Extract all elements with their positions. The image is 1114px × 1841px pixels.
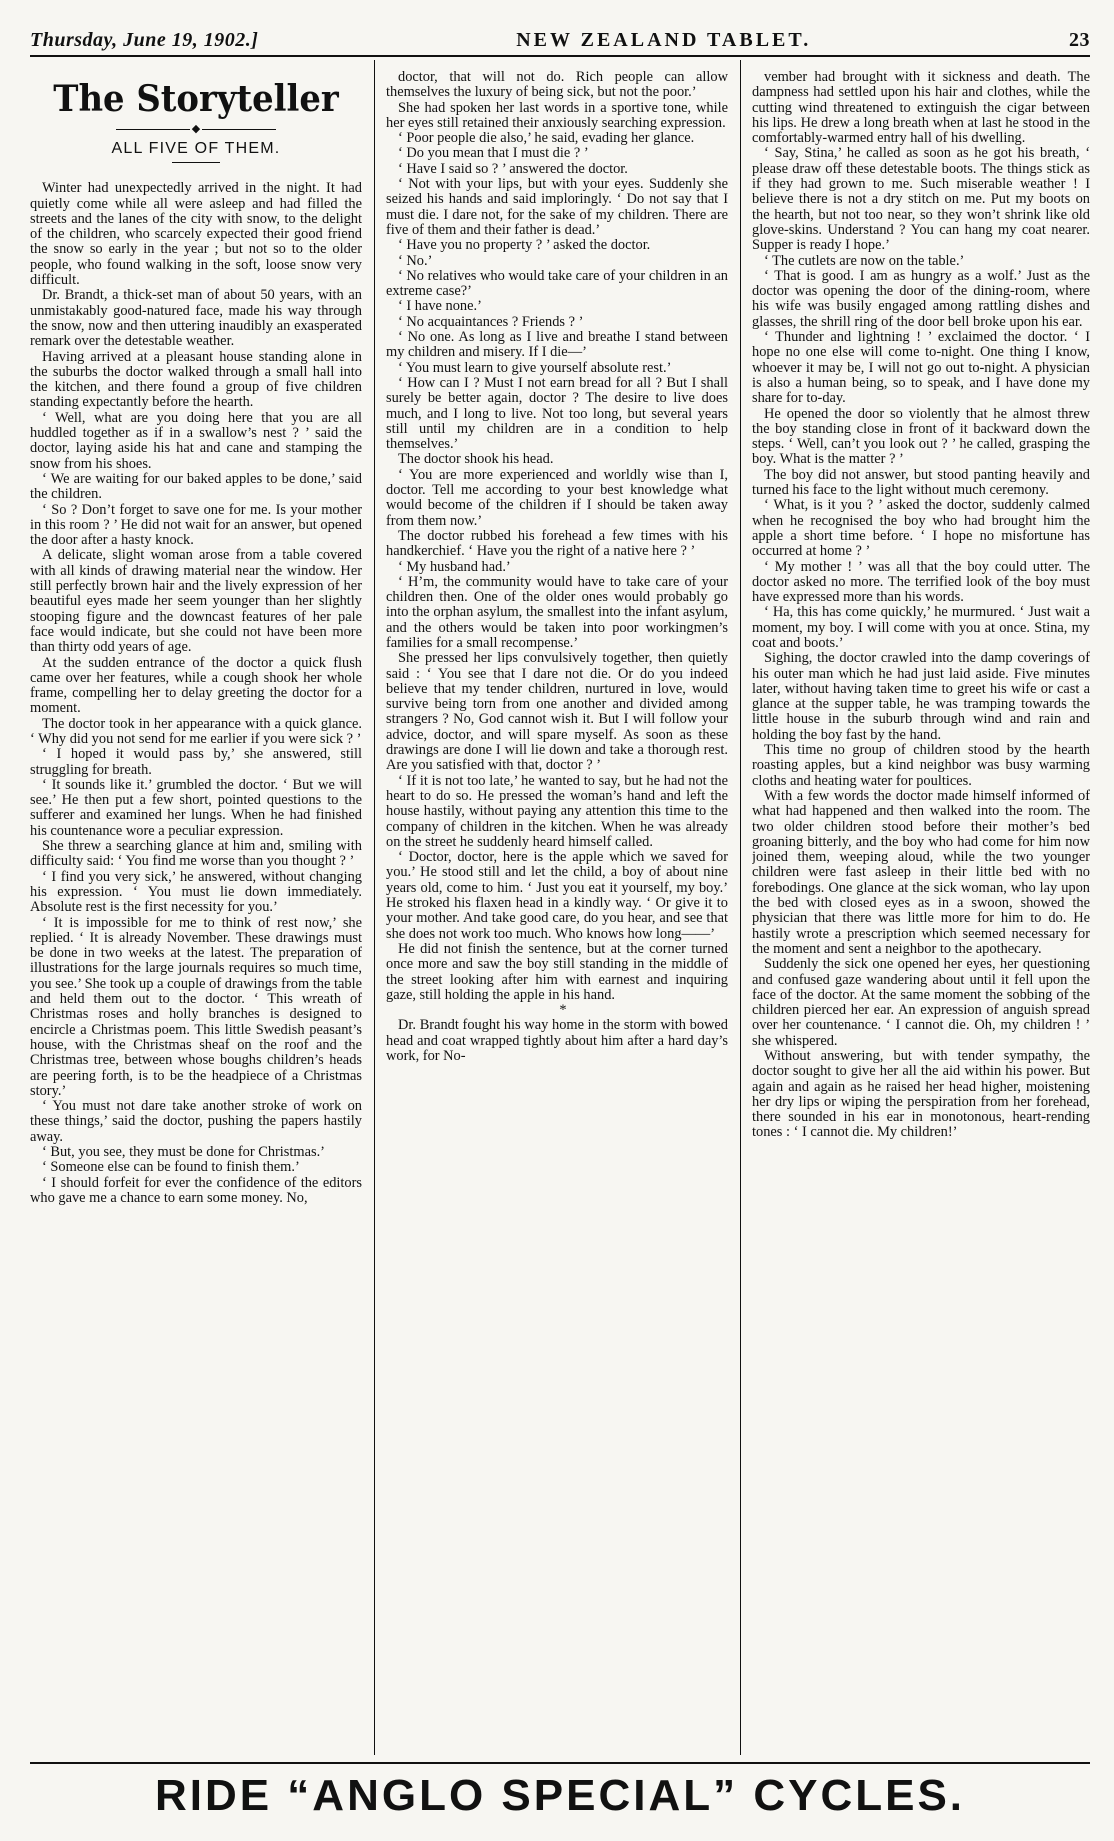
article-paragraph: ‘ But, you see, they must be done for Christmas.’ [42,1144,325,1160]
article-paragraph: ‘ Poor people die also,’ he said, evading her glance. [398,130,695,147]
article-paragraph: Suddenly the sick one opened her eyes, her questioning and confused gaze wandering about until it fell upon the face of the doctor. At the same moment the sobbing of the children pierced her ear. An expression of anguish spread over her countenance. ‘ I cannot die. Oh, my children ! ’ she whispered. [752,956,1090,1049]
column-2-body [386,70,728,1064]
article-paragraph: The boy did not answer, but stood panting heavily and turned his face to the light without much ceremony. [752,466,1090,499]
article-paragraph: ‘ Not with your lips, but with your eyes. Suddenly she seized his hands and said imploringly. ‘ Do not say that I must die. I dare not, for the sake of my children. There are five of them and their father is dead.’ [386,176,728,238]
article-paragraph: She threw a searching glance at him and, smiling with difficulty said: ‘ You find me worse than you thought ? ’ [30,838,362,870]
article-paragraph: Dr. Brandt fought his way home in the storm with bowed head and coat wrapped tightly about him after a hard day’s work, for No- [386,1017,728,1064]
article-paragraph: This time no group of children stood by the hearth roasting apples, but a kind neighbor was busy warming cloths and heating water for poultices. [752,742,1090,789]
article-paragraph: Dr. Brandt, a thick-set man of about 50 years, with an unmistakably good-natured face, made his way through the snow, now and then uttering inaudibly an exasperated remark over the detestable weather. [30,287,362,350]
article-paragraph: ‘ Someone else can be found to finish them.’ [42,1159,300,1176]
article-paragraph: ‘ Thunder and lightning ! ’ exclaimed the doctor. ‘ I hope no one else will come to-night. One thing I know, whoever it may be, I will not go out to-night. A physician is also a human being, so to speak, and I have done my share for to-day. [752,329,1090,407]
column-3-body [752,70,1090,1141]
article-paragraph: He opened the door so violently that he almost threw the boy standing close in front of it backward down the steps. ‘ Well, can’t you look out ? ’ he called, grasping the boy. What is the matter ? ’ [752,405,1090,468]
article-paragraph: The doctor shook his head. [398,451,554,468]
article-paragraph: ‘ H’m, the community would have to take care of your children then. One of the older ones would probably go into the orphan asylum, the smallest into the infant asylum, and the others would be taken into poor workingmen’s families for a small recompense.’ [386,573,728,651]
article-paragraph: Having arrived at a pleasant house standing alone in the suburbs the doctor walked through a small hall into the kitchen, and there found a group of five children standing expectantly before the hearth. [30,348,362,411]
article-paragraph: ‘ I hoped it would pass by,’ she answered, still struggling for breath. [30,746,362,778]
article-paragraph: vember had brought with it sickness and death. The dampness had settled upon his hair and clothes, while the cutting wind threatened to extinguish the cigar between his lips. He drew a long breath when at last he stood in the comfortably-warmed entry hall of his dwelling. [752,70,1090,147]
article-paragraph: ‘ No.’ [398,252,433,269]
article-paragraph: ‘ So ? Don’t forget to save one for me. Is your mother in this room ? ’ He did not wait for an answer, but opened the door after a hasty knock. [30,501,362,549]
article-paragraph: ‘ I find you very sick,’ he answered, without changing his expression. ‘ You must lie down immediately. Absolute rest is the first necessity for you.’ [30,868,362,916]
column-1 [30,70,362,1760]
article-paragraph: The doctor took in her appearance with a quick glance. ‘ Why did you not send for me earlier if you were sick ? ’ [30,715,362,747]
article-paragraph: ‘ Well, what are you doing here that you are all huddled together as if in a swallow’s nest ? ’ said the doctor, laying aside his hat and cane and stamping the snow from his shoes. [30,409,362,472]
article-paragraph: She had spoken her last words in a sportive tone, while her eyes still retained their anxiously searching expression. [386,99,728,131]
article-paragraph: He did not finish the sentence, but at the corner turned once more and saw the boy still standing in the middle of the street looking after him with earnest and inquiring gaze, still holding the apple in his hand. [386,940,728,1003]
title-ornament [116,124,276,135]
article-paragraph: ‘ No acquaintances ? Friends ? ’ [398,313,584,330]
title-block [30,78,362,163]
advertisement-banner: RIDE “ANGLO SPECIAL” CYCLES. [154,1771,966,1820]
column-1-body [30,181,362,1206]
short-rule [172,162,220,163]
article-title: The Storyteller [53,78,339,120]
article-subtitle: ALL FIVE OF THEM. [111,140,281,157]
article-paragraph: ‘ You must not dare take another stroke of work on these things,’ said the doctor, pushing the papers hastily away. [30,1098,362,1145]
issue-date: Thursday, June 19, 1902.] [30,29,259,51]
article-paragraph: Sighing, the doctor crawled into the damp coverings of his outer man which he had just laid aside. Five minutes later, without having taken time to greet his wife or cast a glance at the supper table, he was tramping towards the little house in the suburb through wind and rain and holding the boy fast by the hand. [752,650,1090,743]
article-paragraph: ‘ Have you no property ? ’ asked the doctor. [398,237,651,254]
page-number: 23 [1068,29,1090,51]
article-paragraph: The doctor rubbed his forehead a few times with his handkerchief. ‘ Have you the right of a native here ? ’ [386,527,728,560]
footer-rule [30,1762,1090,1764]
article-paragraph: ‘ My mother ! ’ was all that the boy could utter. The doctor asked no more. The terrified look of the boy must have expressed more than his words. [752,558,1090,606]
article-paragraph: ‘ You are more experienced and worldly wise than I, doctor. Tell me according to your best knowledge what would become of the children if I should be taken away from them now.’ [386,466,728,529]
article-paragraph: doctor, that will not do. Rich people can allow themselves the luxury of being sick, but not the poor.’ [386,70,728,101]
article-paragraph: ‘ I have none.’ [398,298,482,315]
article-paragraph: ‘ Ha, this has come quickly,’ he murmured. ‘ Just wait a moment, my boy. I will come with you at once. Stina, my coat and boots.’ [752,604,1090,651]
header-rule [30,55,1090,57]
article-paragraph: Without answering, but with tender sympathy, the doctor sought to give her all the aid within his power. But again and again as he raised her head higher, moistening her dry lips or wiping the perspiration from her forehead, there sounded in his ear in monotonous, heart-rending tones : ‘ I cannot die. My children!’ [752,1048,1090,1141]
newspaper-name: NEW ZEALAND TABLET. [516,29,812,51]
article-paragraph: ‘ We are waiting for our baked apples to be done,’ said the children. [30,470,362,503]
article-paragraph: ‘ My husband had.’ [398,558,511,575]
article-paragraph: ‘ Have I said so ? ’ answered the doctor. [398,160,628,177]
article-paragraph: ‘ Say, Stina,’ he called as soon as he got his breath, ‘ please draw off these detestable boots. The things stick as if they had grown to me. Such miserable weather ! I believe there is not a dry stitch on me. Put my boots on the hearth, but not too near, so they won’t shrink like old glove-skins. Understand ? You can hang my coat nearer. Supper is ready I hope.’ [752,145,1090,254]
article-paragraph: ‘ No one. As long as I live and breathe I stand between my children and misery. If I die—’ [386,329,728,361]
article-paragraph: With a few words the doctor made himself informed of what had happened and then walked into the room. The two older children stood before their mother’s bed groaning bitterly, and the boy who had come for him now joined them, weeping aloud, while the two younger children were fast asleep in their little bed with no forebodings. One glance at the sick woman, who lay upon the bed with closed eyes as in a swoon, showed the physician that there was little more for him to do. He hastily wrote a prescription which seemed necessary for the moment and sent a neighbor to the apothecary. [752,787,1090,957]
column-2 [386,70,728,1760]
article-paragraph: ‘ It sounds like it.’ grumbled the doctor. ‘ But we will see.’ He then put a few short, pointed questions to the sufferer and examined her lungs. When he had finished his countenance wore a peculiar expression. [30,776,362,839]
article-paragraph: * [559,1002,567,1019]
article-paragraph: ‘ I should forfeit for ever the confidence of the editors who gave me a chance to earn some money. No, [30,1174,362,1206]
article-paragraph: She pressed her lips convulsively together, then quietly said : ‘ You see that I dare not die. Or do you indeed believe that my tender children, nurtured in love, would survive being torn from one another and divided among strangers ? No, God cannot wish it. But I will follow your advice, doctor, and will spare myself. As soon as these drawings are done I will lie down and take a thorough rest. Are you satisfied with that, doctor ? ’ [386,650,728,774]
article-paragraph: Winter had unexpectedly arrived in the night. It had quietly come while all were asleep and had filled the streets and the lanes of the city with snow, to the delight of the children, who scarcely expected their good friend the snow so early in the year ; but not so to the older people, who found walking in the soft, loose snow very difficult. [30,180,362,289]
article-paragraph: ‘ If it is not too late,’ he wanted to say, but he had not the heart to do so. He pressed the woman’s hand and left the house hastily, without paying any attention this time to the company of children in the kitchen. When he was already on the street he suddenly heard himself called. [386,772,728,850]
article-paragraph: ‘ No relatives who would take care of your children in an extreme case?’ [386,267,728,300]
article-paragraph: At the sudden entrance of the doctor a quick flush came over her features, while a cough shook her whole frame, compelling her to delay greeting the doctor for a moment. [30,654,362,717]
column-rule-1 [374,60,375,1755]
column-3 [752,70,1090,1760]
page-header [30,22,1090,52]
article-paragraph: ‘ The cutlets are now on the table.’ [764,252,965,269]
article-paragraph: ‘ What, is it you ? ’ asked the doctor, suddenly calmed when he recognised the boy who had brought him the apple a short time before. ‘ I hope no misfortune has occurred at home ? ’ [752,497,1090,560]
article-paragraph: ‘ It is impossible for me to think of rest now,’ she replied. ‘ It is already November. These drawings must be done in two weeks at the latest. The preparation of illustrations for the large journals requires so much time, you see.’ She took up a couple of drawings from the table and held them out to the doctor. ‘ This wreath of Christmas roses and holly branches is designed to encircle a Christmas poem. This little Swedish peasant’s house, with the Christmas sheaf on the roof and the Christmas tree, between whose boughs children’s heads are peering forth, is to be the headpiece of a Christmas story.’ [30,914,362,1099]
article-paragraph: ‘ You must learn to give yourself absolute rest.’ [398,359,672,376]
article-paragraph: ‘ How can I ? Must I not earn bread for all ? But I shall surely be better again, doctor ? The desire to live does much, and I long to live. Not too long, but several years still until my children are in a condition to help themselves.’ [386,374,728,453]
article-paragraph: ‘ Do you mean that I must die ? ’ [398,145,589,162]
article-paragraph: ‘ That is good. I am as hungry as a wolf.’ Just as the doctor was opening the door of the dining-room, where his wife was busily engaged among rattling dishes and glasses, the shrill ring of the door bell broke upon his ear. [752,267,1090,330]
column-rule-2 [740,60,741,1755]
diamond-ornament-icon: ◆ [191,123,201,135]
article-paragraph: ‘ Doctor, doctor, here is the apple which we saved for you.’ He stood still and let the child, a boy of about nine years old, come to him. ‘ Just you eat it yourself, my boy.’ He stroked his flaxen head in a kindly way. ‘ Or give it to your mother. And take good care, do you hear, and see that she does not work too much. Who knows how long——’ [386,849,728,942]
article-paragraph: A delicate, slight woman arose from a table covered with all kinds of drawing material near the window. Her still perfectly brown hair and the lively expression of her beautiful eyes made her seem younger than her slightly stooping figure and the downcast features of her pale face would indicate, but she could not have been more than thirty odd years of age. [30,547,362,656]
